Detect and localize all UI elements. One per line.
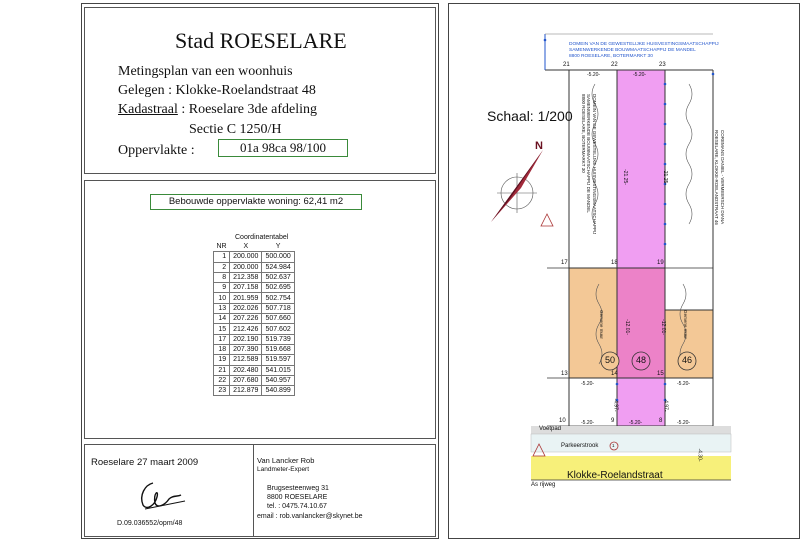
surveyor-name: Van Lancker Rob: [257, 456, 315, 465]
surveyor-title: Landmeter-Expert: [257, 466, 310, 473]
cell-nr: 17: [214, 334, 230, 344]
table-row: [214, 355, 295, 365]
dim-top: -5.20-: [587, 72, 601, 78]
dim-house-right: -12.01-: [659, 319, 666, 335]
cell-y: 502.637: [262, 272, 294, 282]
signature-box: [84, 444, 436, 537]
ref-text: D.09.036552/opm/48: [117, 520, 183, 527]
pt-17: 17: [561, 260, 568, 266]
cell-y: 507.718: [262, 303, 294, 313]
dim-length-left: -21.25-: [621, 169, 628, 185]
table-row: [214, 324, 295, 334]
table-row: [214, 375, 295, 385]
plan-label: Metingsplan van een woonhuis: [118, 64, 293, 79]
warning-icon: [541, 214, 553, 226]
neighbour-right-line: [686, 84, 692, 224]
dim-bottom-left: -5.20-: [581, 420, 595, 426]
owner-right: COREMANS DANIEL - VERMEERSCH DIANA ROESELARE, KLOKKE-ROELANDSTRAAT 46: [714, 130, 725, 225]
cell-nr: 2: [214, 262, 230, 272]
cell-nr: 19: [214, 355, 230, 365]
cell-y: 507.602: [262, 324, 294, 334]
bebouwde-box: Bebouwde oppervlakte woning: 62,41 m2: [150, 194, 362, 210]
cell-x: 207.390: [230, 344, 262, 354]
cell-y: 507.660: [262, 314, 294, 324]
cell-y: 540.957: [262, 375, 294, 385]
north-arrow: [491, 150, 543, 222]
cell-nr: 22: [214, 375, 230, 385]
owner-left: DOMEIN VAN DE GEWESTELIJKE HUISVESTINGSMAATSCHAPPIJ SAMENWERKENDE BOUWMAATSCHAPPIJ DE MANDEL 8800 ROESELARE, BOTERMARKT 30: [581, 94, 597, 235]
cell-x: 207.680: [230, 375, 262, 385]
divider: [253, 445, 254, 536]
table-row: [214, 272, 295, 282]
dim-front-right: -4.97-: [662, 398, 669, 412]
cell-nr: 15: [214, 324, 230, 334]
table-row: [214, 386, 295, 396]
dim-length-right: -21.25-: [661, 169, 668, 185]
page-title: Stad ROESELARE: [175, 28, 347, 53]
cell-x: 202.026: [230, 303, 262, 313]
cell-y: 502.754: [262, 293, 294, 303]
cell-x: 212.589: [230, 355, 262, 365]
gelegen-label: Gelegen : Klokke-Roelandstraat 48: [118, 83, 316, 98]
dim-mid-left: -5.20-: [581, 381, 595, 387]
table-row: [214, 293, 295, 303]
table-row: [214, 334, 295, 344]
cell-x: 212.358: [230, 272, 262, 282]
oppervlakte-label: Oppervlakte :: [118, 143, 195, 158]
sectie-value: Sectie C 1250/H: [189, 122, 282, 137]
pt-8: 8: [659, 418, 663, 424]
station-label: 1: [612, 443, 615, 448]
cell-y: 519.668: [262, 344, 294, 354]
table-row: [214, 252, 295, 262]
dim-house-left: -12.01-: [623, 319, 630, 335]
pt-9: 9: [611, 418, 615, 424]
pt-14: 14: [611, 371, 618, 377]
gemene-muur-left: Gemene muur: [598, 310, 604, 339]
cell-x: 202.190: [230, 334, 262, 344]
cell-nr: 21: [214, 365, 230, 375]
house-label-48: 48: [635, 355, 646, 365]
coords-box: [84, 180, 436, 439]
address-line-2: 8800 ROESELARE: [267, 494, 328, 501]
title-box: [84, 7, 436, 174]
pt-23: 23: [659, 62, 666, 68]
date-text: Roeselare 27 maart 2009: [91, 457, 199, 468]
cell-y: 524.984: [262, 262, 294, 272]
kadastraal-label: Kadastraal : Roeselare 3de afdeling: [118, 102, 318, 117]
cell-nr: 8: [214, 272, 230, 282]
table-row: [214, 344, 295, 354]
pt-15: 15: [657, 371, 664, 377]
table-row: [214, 262, 295, 272]
table-row: [214, 314, 295, 324]
cell-nr: 10: [214, 293, 230, 303]
cell-x: 200.000: [230, 252, 262, 262]
dim-mid-right: -5.20-: [677, 381, 691, 387]
dim-street: -4.30-: [696, 448, 703, 462]
pt-18: 18: [611, 260, 618, 266]
as-rijweg-label: As rijweg: [531, 482, 556, 488]
col-nr: NR: [216, 243, 227, 251]
dim-bottom-mid: -5.20-: [629, 420, 643, 426]
cell-y: 540.899: [262, 386, 294, 396]
pt-22: 22: [611, 62, 618, 68]
site-plan: [449, 4, 799, 538]
street-name: Klokke-Roelandstraat: [567, 470, 663, 481]
cell-x: 201.959: [230, 293, 262, 303]
pt-13: 13: [561, 371, 568, 377]
cell-nr: 14: [214, 314, 230, 324]
table-row: [214, 365, 295, 375]
house-label-50: 50: [604, 355, 615, 365]
cell-x: 207.226: [230, 314, 262, 324]
pt-21: 21: [563, 62, 570, 68]
scale-text: Schaal: 1/200: [487, 108, 573, 124]
pt-10: 10: [559, 418, 566, 424]
cell-x: 202.480: [230, 365, 262, 375]
cell-x: 212.426: [230, 324, 262, 334]
owner-top: DOMEIN VAN DE GEWESTELIJKE HUISVESTINGSMAATSCHAPPIJ SAMENWERKENDE BOUWMAATSCHAPPIJ DE MANDEL 8800 ROESELARE, BOTERMARKT 30: [569, 42, 719, 59]
house-label-46: 46: [681, 355, 692, 365]
cell-y: 500.000: [262, 252, 294, 262]
cell-nr: 9: [214, 283, 230, 293]
table-row: [214, 303, 295, 313]
cell-x: 200.000: [230, 262, 262, 272]
right-sheet: [448, 3, 800, 539]
dim-front-left: -4.97-: [612, 398, 619, 412]
address-line-1: Brugsesteenweg 31: [267, 485, 329, 492]
gemene-muur-right: Gemene muur: [682, 310, 688, 339]
coordinate-table: [213, 242, 295, 396]
gelegen-value: Klokke-Roelandstraat 48: [175, 83, 316, 98]
table-title: Coordinatentabel: [235, 234, 289, 241]
voetpad-label: Voetpad: [539, 426, 562, 432]
cell-nr: 1: [214, 252, 230, 262]
cell-nr: 18: [214, 344, 230, 354]
dim-bottom-right: -5.20-: [677, 420, 691, 426]
cell-nr: 13: [214, 303, 230, 313]
col-y: Y: [275, 243, 281, 251]
dim-top-2: -5.20-: [633, 72, 647, 78]
cell-x: 207.158: [230, 283, 262, 293]
oppervlakte-value: 01a 98ca 98/100: [218, 139, 348, 157]
left-sheet: [81, 3, 439, 539]
table-row: [214, 283, 295, 293]
north-label: N: [535, 140, 543, 152]
pt-19: 19: [657, 260, 664, 266]
cell-nr: 23: [214, 386, 230, 396]
cell-y: 519.597: [262, 355, 294, 365]
tel-text: tel. : 0475.74.10.67: [267, 503, 327, 510]
cell-y: 519.739: [262, 334, 294, 344]
cell-y: 541.015: [262, 365, 294, 375]
kadastraal-value: Roeselare 3de afdeling: [188, 102, 318, 117]
cell-y: 502.695: [262, 283, 294, 293]
cell-x: 212.879: [230, 386, 262, 396]
email-text: email : rob.vanlancker@skynet.be: [257, 513, 363, 520]
parkeer-label: Parkeerstrook: [561, 443, 599, 449]
col-x: X: [243, 243, 249, 251]
signature-image: [125, 475, 195, 515]
